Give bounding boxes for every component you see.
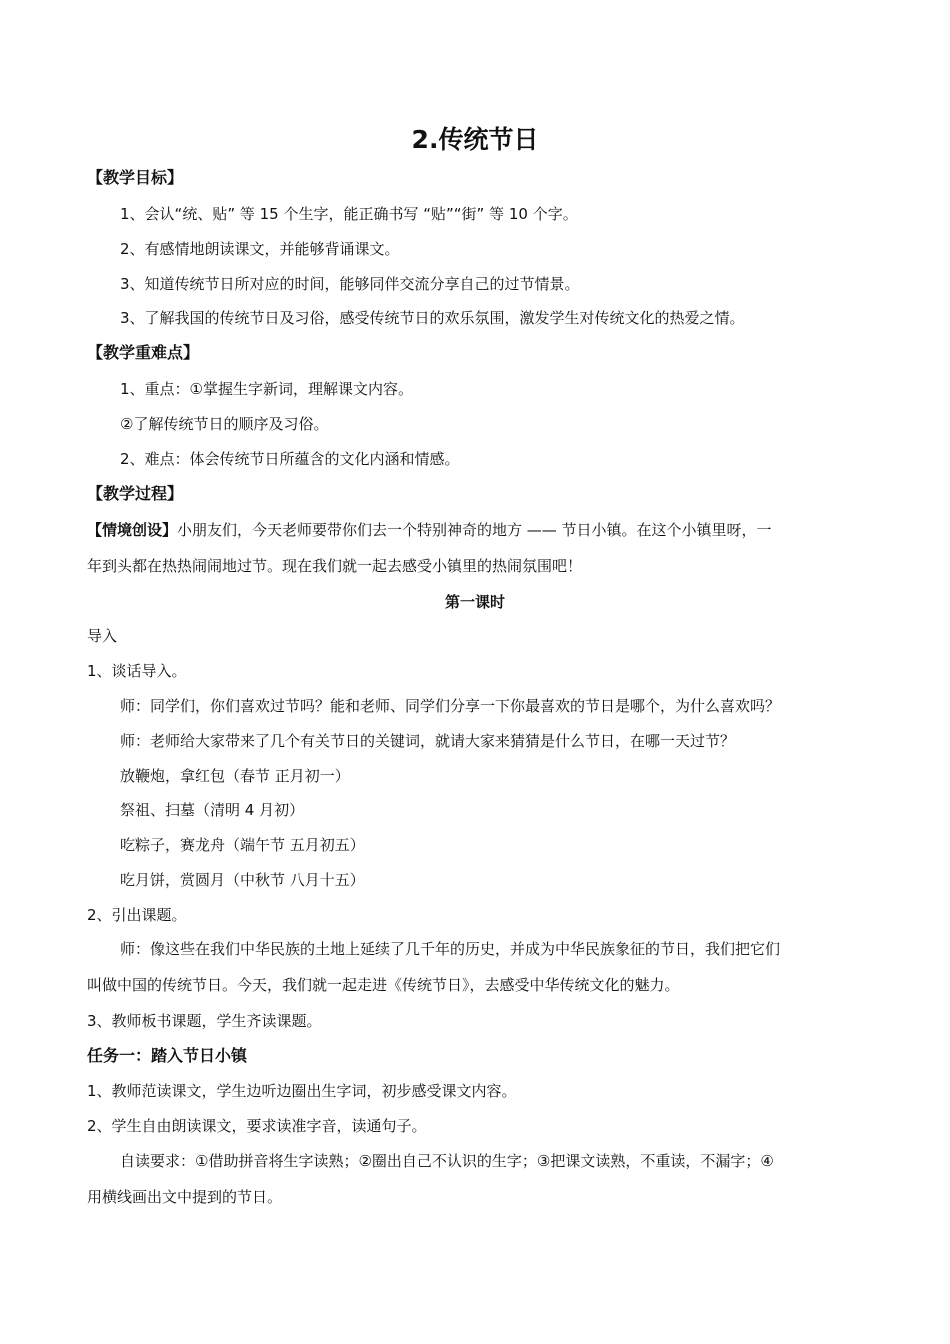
scenario-label: 【情境创设】 xyxy=(87,521,178,539)
scenario-paragraph xyxy=(87,518,772,542)
festival-clue: 祭祖、扫墓（清明 4 月初） xyxy=(120,801,305,819)
scenario-text: 小朋友们，今天老师要带你们去一个特别神奇的地方 —— 节日小镇。在这个小镇里呀，一 xyxy=(177,521,772,539)
task-item: 2、学生自由朗读课文，要求读准字音，读通句子。 xyxy=(87,1117,427,1135)
festival-clue: 放鞭炮，拿红包（春节 正月初一） xyxy=(120,767,350,785)
festival-clue: 吃粽子，赛龙舟（端午节 五月初五） xyxy=(120,836,365,854)
reading-requirement: 自读要求：①借助拼音将生字读熟；②圈出自己不认识的生字；③把课文读熟，不重读，不漏字；④ xyxy=(120,1152,774,1170)
keypoints-heading: 【教学重难点】 xyxy=(87,343,200,362)
teacher-line: 师：老师给大家带来了几个有关节日的关键词，就请大家来猜猜是什么节日，在哪一天过节？ xyxy=(120,732,736,750)
goal-item: 3、知道传统节日所对应的时间，能够同伴交流分享自己的过节情景。 xyxy=(120,275,580,293)
keypoint-item: 2、难点：体会传统节日所蕴含的文化内涵和情感。 xyxy=(120,450,460,468)
teacher-line: 师：像这些在我们中华民族的土地上延续了几千年的历史，并成为中华民族象征的节日，我们把它们 xyxy=(120,940,781,958)
festival-clue: 吃月饼，赏圆月（中秋节 八月十五） xyxy=(120,871,365,889)
page-title: 2.传统节日 xyxy=(411,125,539,154)
keypoint-item: 1、重点：①掌握生字新词，理解课文内容。 xyxy=(120,380,413,398)
step-item: 1、谈话导入。 xyxy=(87,662,187,680)
lesson-heading: 第一课时 xyxy=(444,593,505,611)
scenario-text-cont: 年到头都在热热闹闹地过节。现在我们就一起去感受小镇里的热闹氛围吧！ xyxy=(87,557,583,575)
step-item: 3、教师板书课题，学生齐读课题。 xyxy=(87,1012,322,1030)
goals-heading: 【教学目标】 xyxy=(87,168,184,187)
goal-item: 3、了解我国的传统节日及习俗，感受传统节日的欢乐氛围，激发学生对传统文化的热爱之情。 xyxy=(120,309,745,327)
teacher-line: 师：同学们，你们喜欢过节吗？能和老师、同学们分享一下你最喜欢的节日是哪个，为什么喜欢吗？ xyxy=(120,697,781,715)
process-heading: 【教学过程】 xyxy=(87,484,184,503)
task-heading: 任务一：踏入节日小镇 xyxy=(87,1046,248,1065)
intro-label: 导入 xyxy=(87,627,118,645)
step-item: 2、引出课题。 xyxy=(87,906,187,924)
teacher-line-cont: 叫做中国的传统节日。今天，我们就一起走进《传统节日》，去感受中华传统文化的魅力。 xyxy=(87,976,680,994)
task-item: 1、教师范读课文，学生边听边圈出生字词，初步感受课文内容。 xyxy=(87,1082,517,1100)
reading-requirement-cont: 用横线画出文中提到的节日。 xyxy=(87,1188,283,1206)
goal-item: 2、有感情地朗读课文，并能够背诵课文。 xyxy=(120,240,400,258)
goal-item: 1、会认“统、贴” 等 15 个生字，能正确书写 “贴”“街” 等 10 个字。 xyxy=(120,205,578,223)
keypoint-item: ②了解传统节日的顺序及习俗。 xyxy=(120,415,329,433)
